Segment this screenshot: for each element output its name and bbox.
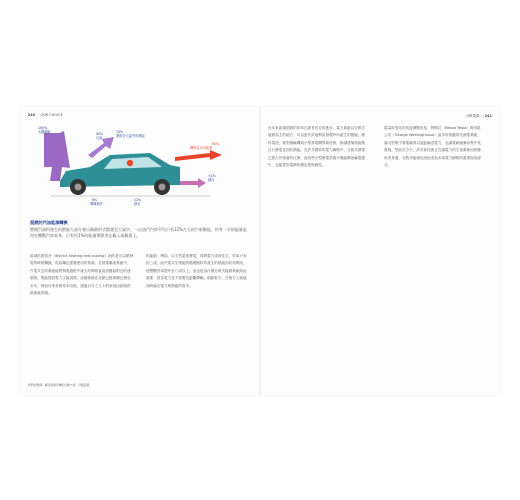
store-name-label: 儲存 [208, 178, 215, 182]
panel-pct-label: 60% [212, 142, 220, 146]
reflect-pct-label: 40% [96, 132, 104, 136]
left-body-column-2: 的能源，例如，以天然氣來發電，再將電力送到住宅，效率只有約三成。而汽電共生則能將燃燒燃料所產生的熱能回收再利用，使整體效率提升至八成以上。這也是為什麼分散式能源系統如此重要：因為電力並不需要長距離傳輸，損耗較少，在地方上就能同時滿足電力與熱能的需求。 [146, 254, 247, 288]
exhaust-arrow [180, 178, 206, 188]
loss-pct-label: 6% [92, 198, 98, 202]
left-page-footer: 我們的選擇：解決氣候危機的行動方案 · 分散電源 [28, 383, 90, 387]
figure-caption [30, 220, 250, 239]
left-running-head: OUR CHOICE [40, 113, 63, 117]
sun-pct-label: 100% [38, 126, 48, 130]
right-body-column-1: 近年來區域供熱的效率已經有長足的進步，電力系統以分散式能源為主的地方，可以更有效地利用發電時所產生的熱能。燃料電池、微型渦輪機與小型發電機等新技術，都讓建築物能夠自行發電並回收熱能。在許多國家的電力網路中，分散式發電已經占有相當的比例，而這些小型發電設施不僅能降低輸電損失，也能提高電網的穩定度與韌性。 [268, 126, 366, 168]
sun-name-label: 太陽輻射 [38, 130, 51, 134]
caption-text: 燃燒汽油所產生的熱能大部分會以廢熱形式散發至大氣中。一台油汽汽車平均只有12%左右的汽車動能，約有一半的能量是用在轉動汽車本身，只有約1%的能量實際用在載人或載貨上。 [30, 227, 247, 238]
heat-name-label: 發散至大氣中的熱能 [116, 134, 145, 138]
left-page-header [28, 113, 63, 117]
hot-pct-label: 12% [134, 198, 142, 202]
left-body-column-1: 區域供熱供冷（district heating and cooling）指的是可以將發電的餘熱轉換，供給鄰近建築使用的系統。在熱電聯產系統中，汽電共生的系統能將發電過程中產生的餘熱直接供應給附近的建築物，既能提供電力又能供熱。這種系統在北歐已經被廣泛使用多年，例如丹麥首都哥本哈根，超過百分之九十的家庭由區域供熱系統供暖。 [30, 254, 134, 296]
reflect-name-label: 反射 [96, 136, 103, 140]
car-driver [127, 160, 133, 166]
energy-flow-figure [30, 123, 255, 215]
caption-title: 混燃的汽油能源轉換 [30, 220, 68, 225]
right-page-header [466, 113, 492, 118]
heat-arrow [175, 150, 222, 161]
left-page [20, 107, 260, 395]
reflect-arrow [88, 137, 114, 158]
left-page-number: 240 [28, 113, 36, 117]
right-body-column-2: 電量收受站的其他優點包括，特斯拉（Nikola Tesla）與西屋公司（George Westinghouse）當年所推動的交流電系統，讓大型集中發電廠得以遠距輸送電力，也讓電網逐漸向集中化發展。然而在今天，許多新技術正在讓電力的生產重新回到使用者身邊，分散式能源也因此成為未來電力網路的重要組成部分。 [384, 126, 482, 168]
store-pct-label: <1% [208, 174, 216, 178]
hot-name-label: 熱水 [134, 202, 141, 206]
loss-name-label: 傳導損失 [90, 202, 103, 206]
panel-name-label: 轉換為可用能源 [190, 146, 213, 150]
heat-pct-label: 15% [116, 130, 124, 134]
right-page [260, 107, 500, 395]
right-page-number: 241 [484, 114, 492, 118]
right-running-head: 分散電源 [465, 114, 480, 118]
book-spread [20, 107, 500, 395]
